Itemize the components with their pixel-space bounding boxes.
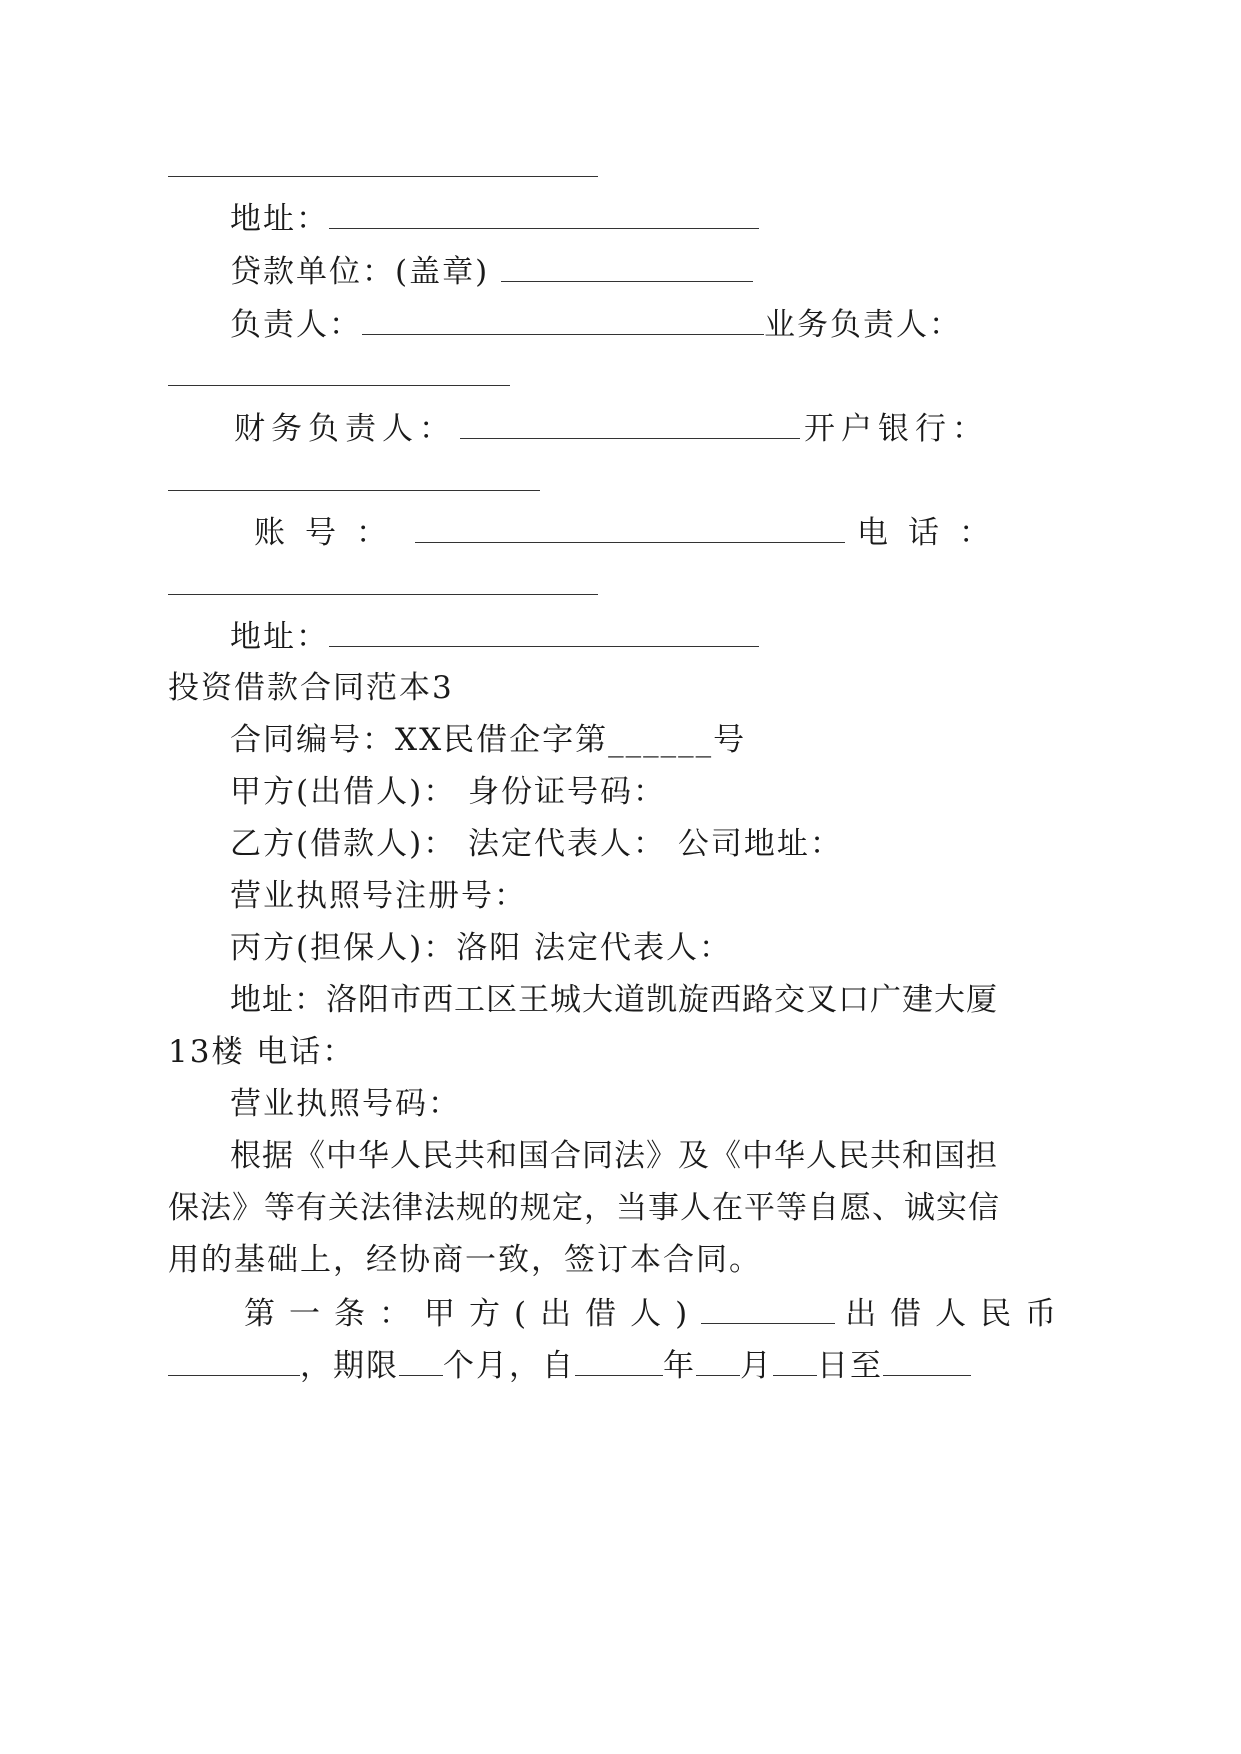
leader-line [230, 304, 962, 345]
basis-paragraph-line-3: 用的基础上，经协商一致，签订本合同。 [168, 1242, 762, 1278]
months-blank [399, 1345, 443, 1376]
day-to-label: 日至 [817, 1348, 883, 1384]
address-label-2: 地址： [230, 619, 329, 655]
loan-unit-blank [501, 251, 753, 282]
year-label: 年 [663, 1348, 696, 1384]
section-title: 投资借款合同范本3 [168, 670, 454, 706]
party-a-line: 甲方(出借人)： 身份证号码： [230, 774, 667, 810]
end-year-blank [883, 1345, 971, 1376]
months-from-label: 个月，自 [443, 1348, 575, 1384]
month-label: 月 [740, 1348, 773, 1384]
license-number-line: 营业执照号码： [230, 1086, 461, 1122]
basis-paragraph-line-2: 保法》等有关法律法规的规定，当事人在平等自愿、诚实信 [168, 1190, 1000, 1226]
party-c-address-line-2: 13楼 电话： [168, 1034, 356, 1070]
start-day-blank [773, 1345, 817, 1376]
account-blank [415, 512, 845, 543]
finance-blank [460, 408, 800, 439]
rmb-label: 出借人民币 [845, 1296, 1071, 1332]
party-c-address-line-1: 地址：洛阳市西工区王城大道凯旋西路交叉口广建大厦 [230, 982, 998, 1018]
account-label: 账号： [254, 515, 407, 551]
address-blank [329, 198, 759, 229]
party-b-line: 乙方(借款人)： 法定代表人： 公司地址： [230, 826, 843, 862]
blank-line [168, 490, 540, 491]
loan-unit-line [230, 251, 753, 292]
article-1-line-1 [244, 1293, 1070, 1334]
leader-blank [362, 304, 764, 335]
lender-blank [701, 1293, 835, 1324]
basis-paragraph-line-1: 根据《中华人民共和国合同法》及《中华人民共和国担 [230, 1138, 998, 1174]
address-line-2 [230, 616, 759, 657]
blank-line [168, 385, 510, 386]
address-line [230, 198, 759, 239]
blank-line [168, 594, 598, 595]
address-label: 地址： [230, 201, 329, 237]
leader-label: 负责人： [230, 307, 362, 343]
start-year-blank [575, 1345, 663, 1376]
account-line [254, 512, 1010, 553]
article-1-line-2 [168, 1345, 971, 1386]
finance-leader-label: 财务负责人： [234, 411, 456, 447]
bank-label: 开户银行： [804, 411, 989, 447]
term-label: ，期限 [300, 1348, 399, 1384]
contract-number: 合同编号：XX民借企字第______号 [230, 722, 747, 758]
loan-unit-label: 贷款单位：(盖章) [230, 254, 490, 290]
finance-line [234, 408, 989, 449]
address-blank-2 [329, 616, 759, 647]
phone-label: 电话： [857, 515, 1010, 551]
biz-leader-label: 业务负责人： [764, 307, 962, 343]
start-month-blank [696, 1345, 740, 1376]
article-1-label: 第一条：甲方(出借人) [244, 1296, 702, 1332]
blank-line [168, 176, 598, 177]
amount-blank [168, 1345, 300, 1376]
party-c-line: 丙方(担保人)：洛阳 法定代表人： [230, 930, 733, 966]
license-registration-line: 营业执照号注册号： [230, 878, 527, 914]
